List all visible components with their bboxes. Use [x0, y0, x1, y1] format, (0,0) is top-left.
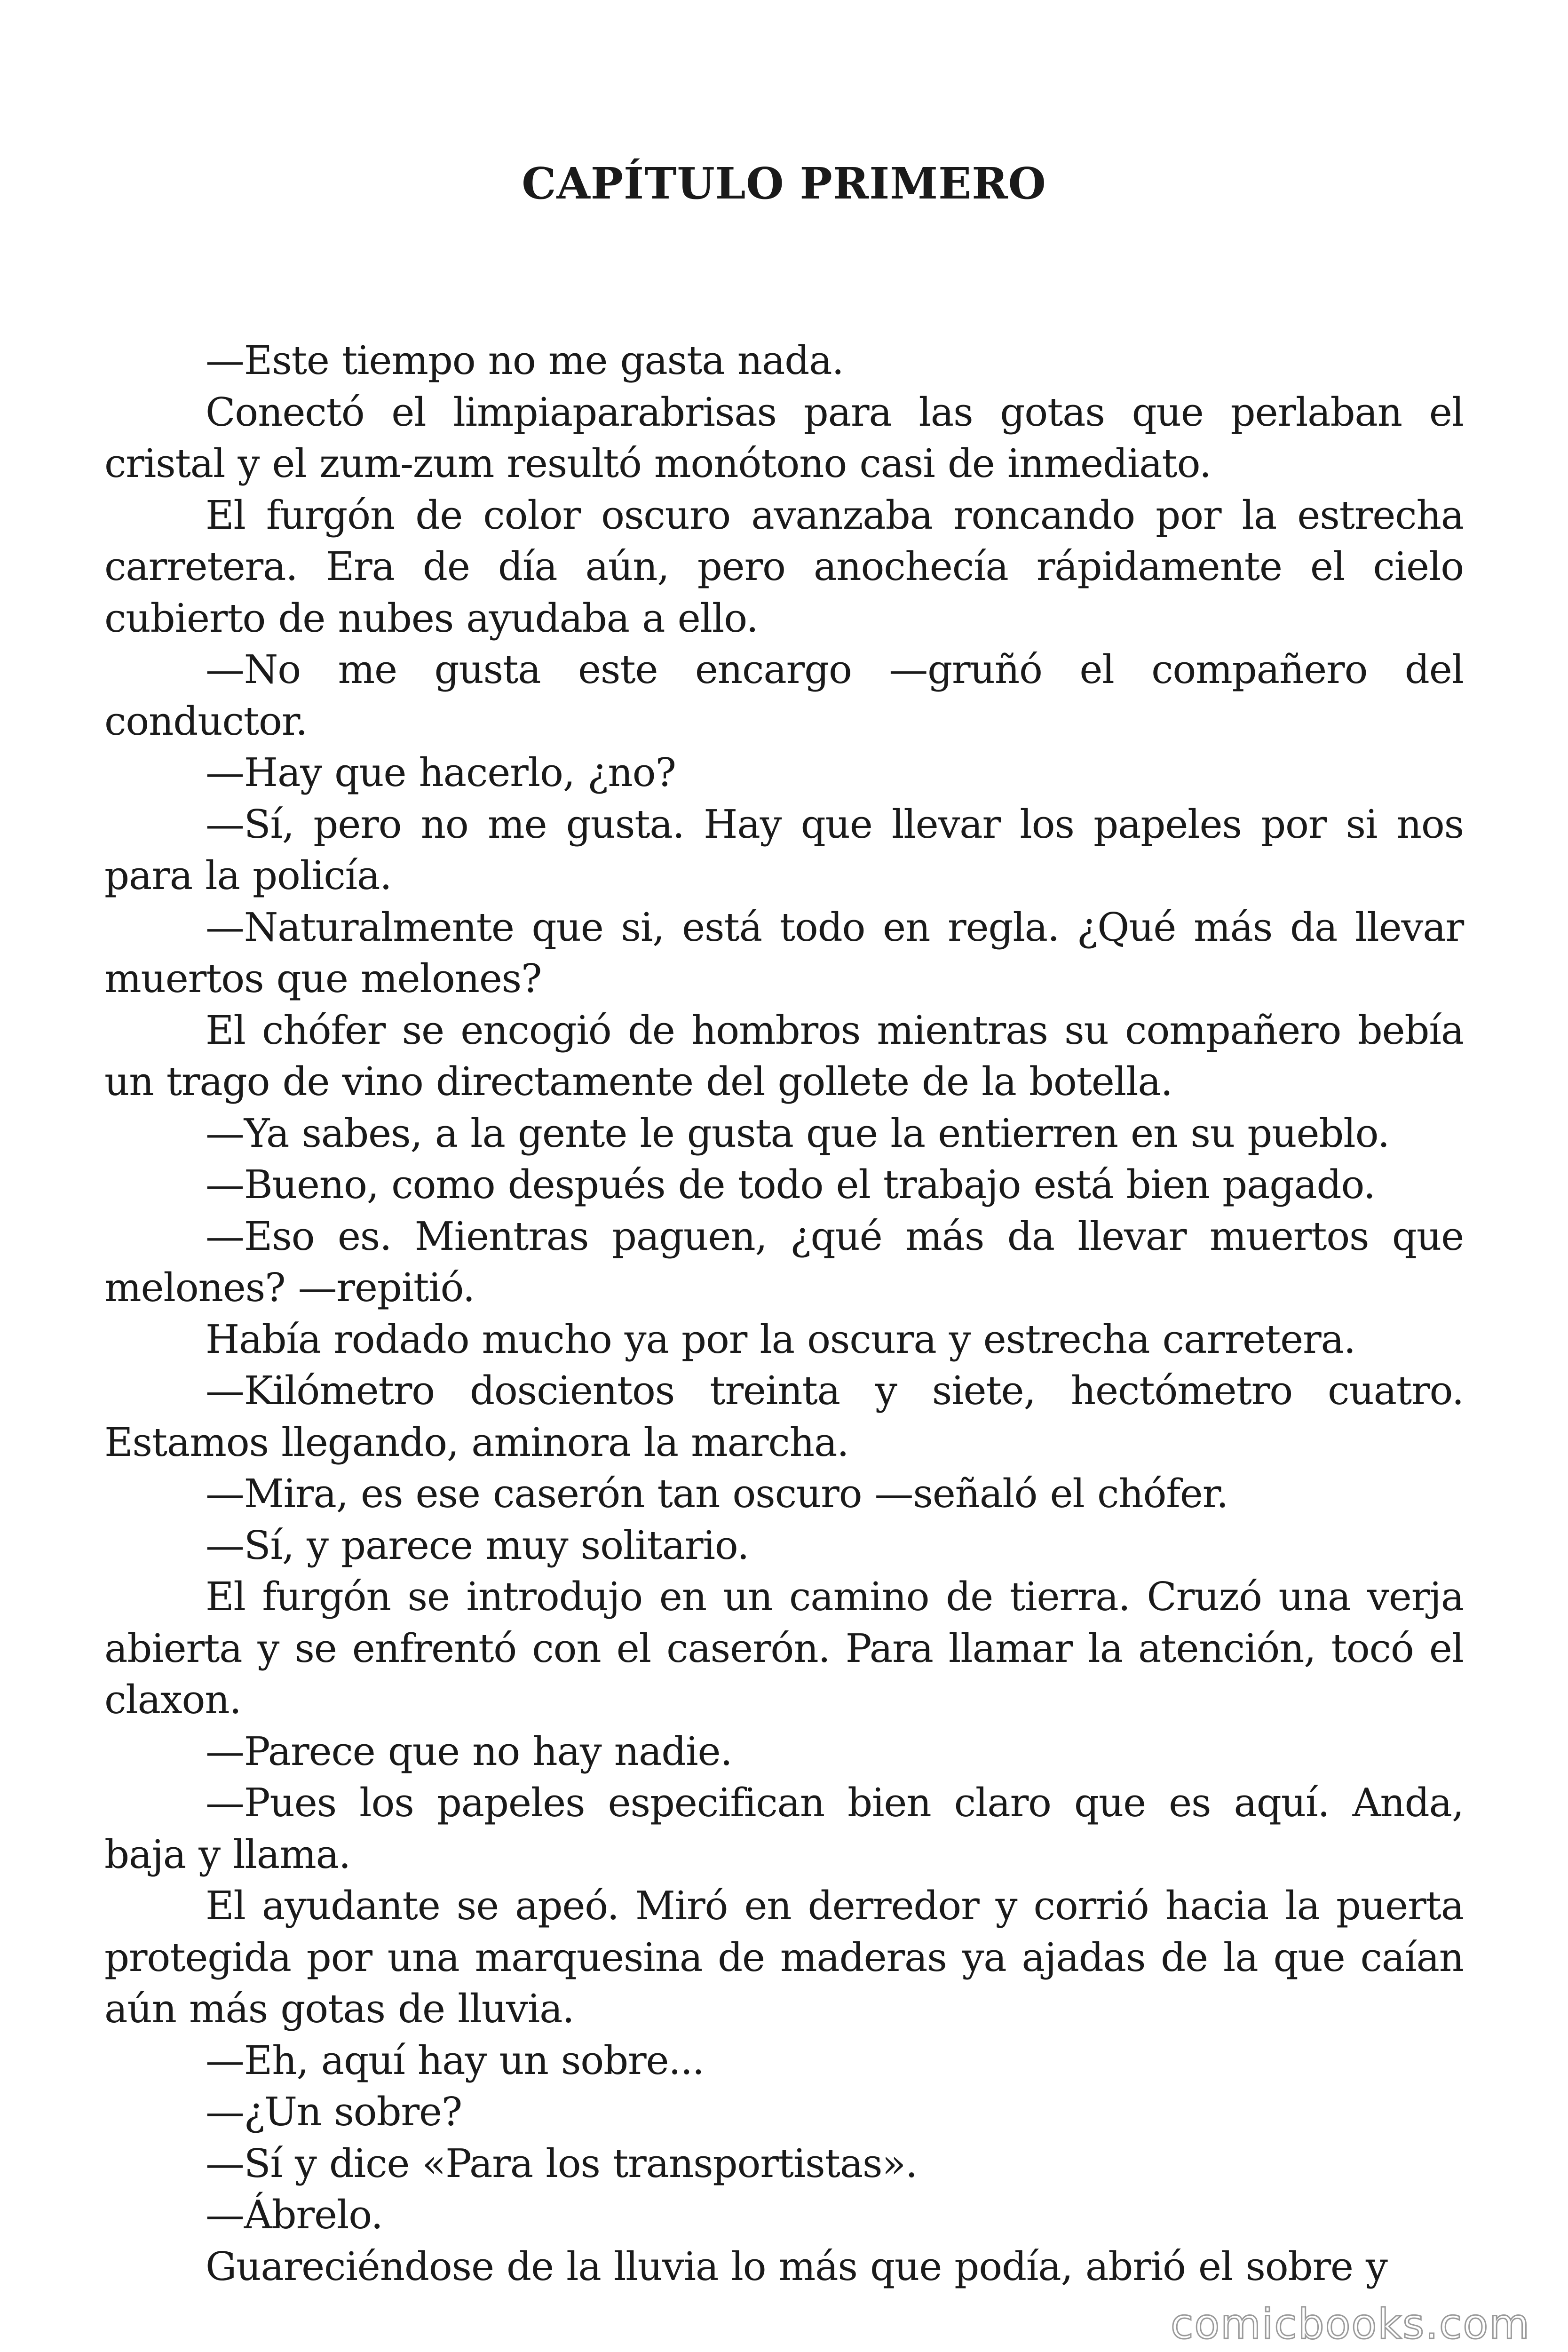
chapter-body — [104, 335, 1464, 2292]
paragraph: El ayudante se apeó. Miró en derredor y corrió hacia la puerta protegida por una marquesina de maderas ya ajadas de la que caían aún más gotas de lluvia. — [104, 1883, 1464, 2032]
paragraph: —Kilómetro doscientos treinta y siete, hectómetro cuatro. Estamos llegando, aminora la marcha. — [104, 1368, 1464, 1465]
paragraph: —Bueno, como después de todo el trabajo está bien pagado. — [206, 1162, 1375, 1208]
chapter-title: CAPÍTULO PRIMERO — [522, 158, 1046, 209]
paragraph: —Eso es. Mientras paguen, ¿qué más da llevar muertos que melones? —repitió. — [104, 1213, 1464, 1311]
paragraph: —Naturalmente que si, está todo en regla. ¿Qué más da llevar muertos que melones? — [104, 904, 1464, 1001]
paragraph: —No me gusta este encargo —gruñó el compañero del conductor. — [104, 647, 1464, 744]
paragraph: —Sí y dice «Para los transportistas». — [206, 2140, 918, 2186]
paragraph: —Parece que no hay nadie. — [206, 1728, 732, 1774]
paragraph: Había rodado mucho ya por la oscura y estrecha carretera. — [206, 1316, 1355, 1362]
paragraph: —Este tiempo no me gasta nada. — [206, 338, 844, 383]
paragraph: Conectó el limpiaparabrisas para las gotas que perlaban el cristal y el zum-zum resultó monótono casi de inmediato. — [104, 389, 1464, 486]
paragraph: —Eh, aquí hay un sobre... — [206, 2037, 704, 2083]
paragraph: —Pues los papeles especifican bien claro que es aquí. Anda, baja y llama. — [104, 1780, 1464, 1877]
paragraph: El furgón de color oscuro avanzaba roncando por la estrecha carretera. Era de día aún, pero anochecía rápidamente el cielo cubierto de nubes ayudaba a ello. — [104, 492, 1464, 641]
paragraph: —Sí, y parece muy solitario. — [206, 1522, 749, 1568]
watermark: comicbooks.com — [1170, 2300, 1530, 2348]
paragraph: —Ábrelo. — [206, 2192, 383, 2238]
paragraph: —Ya sabes, a la gente le gusta que la entierren en su pueblo. — [206, 1110, 1390, 1156]
paragraph: —Hay que hacerlo, ¿no? — [206, 750, 676, 795]
paragraph: —¿Un sobre? — [206, 2089, 462, 2135]
paragraph: Guareciéndose de la lluvia lo más que podía, abrió el sobre y — [206, 2243, 1387, 2289]
paragraph: —Mira, es ese caserón tan oscuro —señaló el chófer. — [206, 1471, 1228, 1517]
paragraph: —Sí, pero no me gusta. Hay que llevar los papeles por si nos para la policía. — [104, 801, 1464, 898]
paragraph: El furgón se introdujo en un camino de tierra. Cruzó una verja abierta y se enfrentó con el caserón. Para llamar la atención, tocó el claxon. — [104, 1574, 1464, 1723]
paragraph: El chófer se encogió de hombros mientras su compañero bebía un trago de vino directamente del gollete de la botella. — [104, 1007, 1464, 1104]
